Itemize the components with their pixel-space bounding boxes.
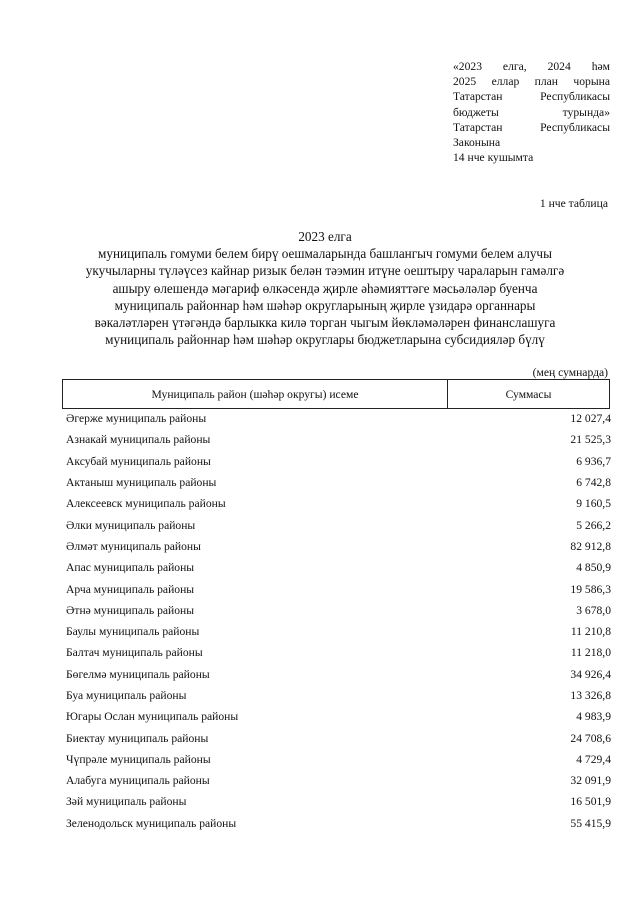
row-name: Әлки муниципаль районы (66, 518, 196, 532)
row-name: Актаныш муниципаль районы (66, 476, 217, 490)
row-amount: 4 850,9 (576, 561, 611, 575)
row-amount: 55 415,9 (570, 816, 611, 830)
table-header (62, 379, 610, 409)
row-amount: 11 210,8 (570, 625, 611, 639)
table-row (66, 451, 611, 472)
row-name: Арча муниципаль районы (66, 582, 195, 596)
row-amount: 32 091,9 (570, 774, 611, 788)
row-name: Әгерже муниципаль районы (66, 412, 207, 426)
table-row (66, 536, 611, 557)
row-amount: 5 266,2 (576, 518, 611, 532)
row-amount: 13 326,8 (570, 689, 611, 702)
row-name: Баулы муниципаль районы (66, 625, 200, 639)
row-name: Зеленодольск муниципаль районы (66, 816, 237, 830)
title-line: муниципаль районнар һәм шәһәр округлары бюджетларына субсидияләр бүлү (105, 332, 545, 348)
table-row (66, 472, 611, 493)
row-amount: 3 678,0 (576, 603, 611, 617)
table-row (66, 664, 611, 685)
appendix-line: «2023 елга, 2024 һәм (453, 60, 610, 73)
appendix-line: Татарстан Республикасы (453, 120, 610, 134)
row-amount: 24 708,6 (570, 731, 611, 745)
row-name: Бөгелмә муниципаль районы (66, 667, 210, 681)
row-name: Югары Ослан муниципаль районы (66, 710, 239, 724)
title-line: вәкаләтләрен үтәгәндә барлыкка килә торган чыгым йөкләмәләрен финанслашуга (94, 315, 556, 331)
row-name: Алабуга муниципаль районы (66, 774, 210, 788)
row-name: Буа муниципаль районы (66, 689, 187, 702)
row-amount: 4 983,9 (576, 710, 611, 724)
table-row (66, 429, 611, 450)
row-amount: 34 926,4 (570, 667, 611, 681)
table-row (66, 813, 611, 834)
row-amount: 19 586,3 (570, 582, 611, 596)
table-row (66, 514, 611, 535)
row-name: Биектау муниципаль районы (66, 731, 209, 745)
table-row (66, 578, 611, 599)
appendix-line: Законына (453, 136, 501, 150)
title-line: укучыларны түләүсез кайнар ризык белән тәэмин итүне оештыру чараларын гамәлгә (85, 263, 565, 279)
row-amount: 16 501,9 (570, 795, 611, 809)
title-line: 2023 елга (298, 229, 352, 244)
appendix-line: 14 нче кушымта (453, 151, 534, 165)
row-amount: 21 525,3 (570, 433, 611, 447)
appendix-line: бюджеты турында» (453, 105, 610, 119)
row-amount: 82 912,8 (570, 539, 611, 553)
row-name: Аксубай муниципаль районы (66, 454, 211, 468)
column-header-name: Муниципаль район (шәһәр округы) исеме (63, 380, 448, 408)
table-row (66, 749, 611, 770)
title-line: муниципаль районнар һәм шәһәр округларының җирле үзидарә органнары (114, 297, 536, 313)
title-line: муниципаль гомуми белем бирү оешмаларында башлангыч гомуми белем алучы (98, 246, 552, 262)
table-row (66, 685, 611, 706)
row-name: Алексеевск муниципаль районы (66, 497, 226, 511)
table-row (66, 791, 611, 812)
table-number: 1 нче таблица (539, 197, 608, 210)
row-amount: 4 729,4 (576, 752, 611, 766)
row-amount: 6 936,7 (576, 454, 611, 468)
units-note: (мең сумнарда) (532, 366, 608, 379)
row-name: Әлмәт муниципаль районы (66, 539, 201, 553)
title-line: ашыру өлешендә мәгариф өлкәсендә җирле әһәмияттәге мәсьәләләр буенча (112, 280, 538, 296)
row-amount: 12 027,4 (570, 412, 611, 426)
row-name: Балтач муниципаль районы (66, 646, 203, 660)
document-title (30, 228, 620, 348)
row-name: Зәй муниципаль районы (66, 795, 187, 809)
table-body (66, 408, 611, 834)
table-row (66, 408, 611, 429)
column-header-amount: Суммасы (505, 387, 552, 401)
table-row (66, 727, 611, 748)
table-row (66, 557, 611, 578)
table-row (66, 600, 611, 621)
row-name: Чүпрәле муниципаль районы (66, 752, 211, 766)
row-amount: 9 160,5 (576, 497, 611, 511)
row-name: Әтнә муниципаль районы (66, 603, 195, 617)
table-row (66, 770, 611, 791)
table-row (66, 642, 611, 663)
appendix-line: 2025 еллар план чорына (453, 75, 610, 89)
row-name: Азнакай муниципаль районы (66, 433, 211, 447)
table-row (66, 493, 611, 514)
table-row (66, 706, 611, 727)
row-amount: 6 742,8 (576, 476, 611, 490)
appendix-reference (453, 59, 610, 165)
table-row (66, 621, 611, 642)
row-name: Апас муниципаль районы (66, 561, 195, 575)
row-amount: 11 218,0 (570, 646, 611, 660)
appendix-line: Татарстан Республикасы (453, 90, 610, 104)
